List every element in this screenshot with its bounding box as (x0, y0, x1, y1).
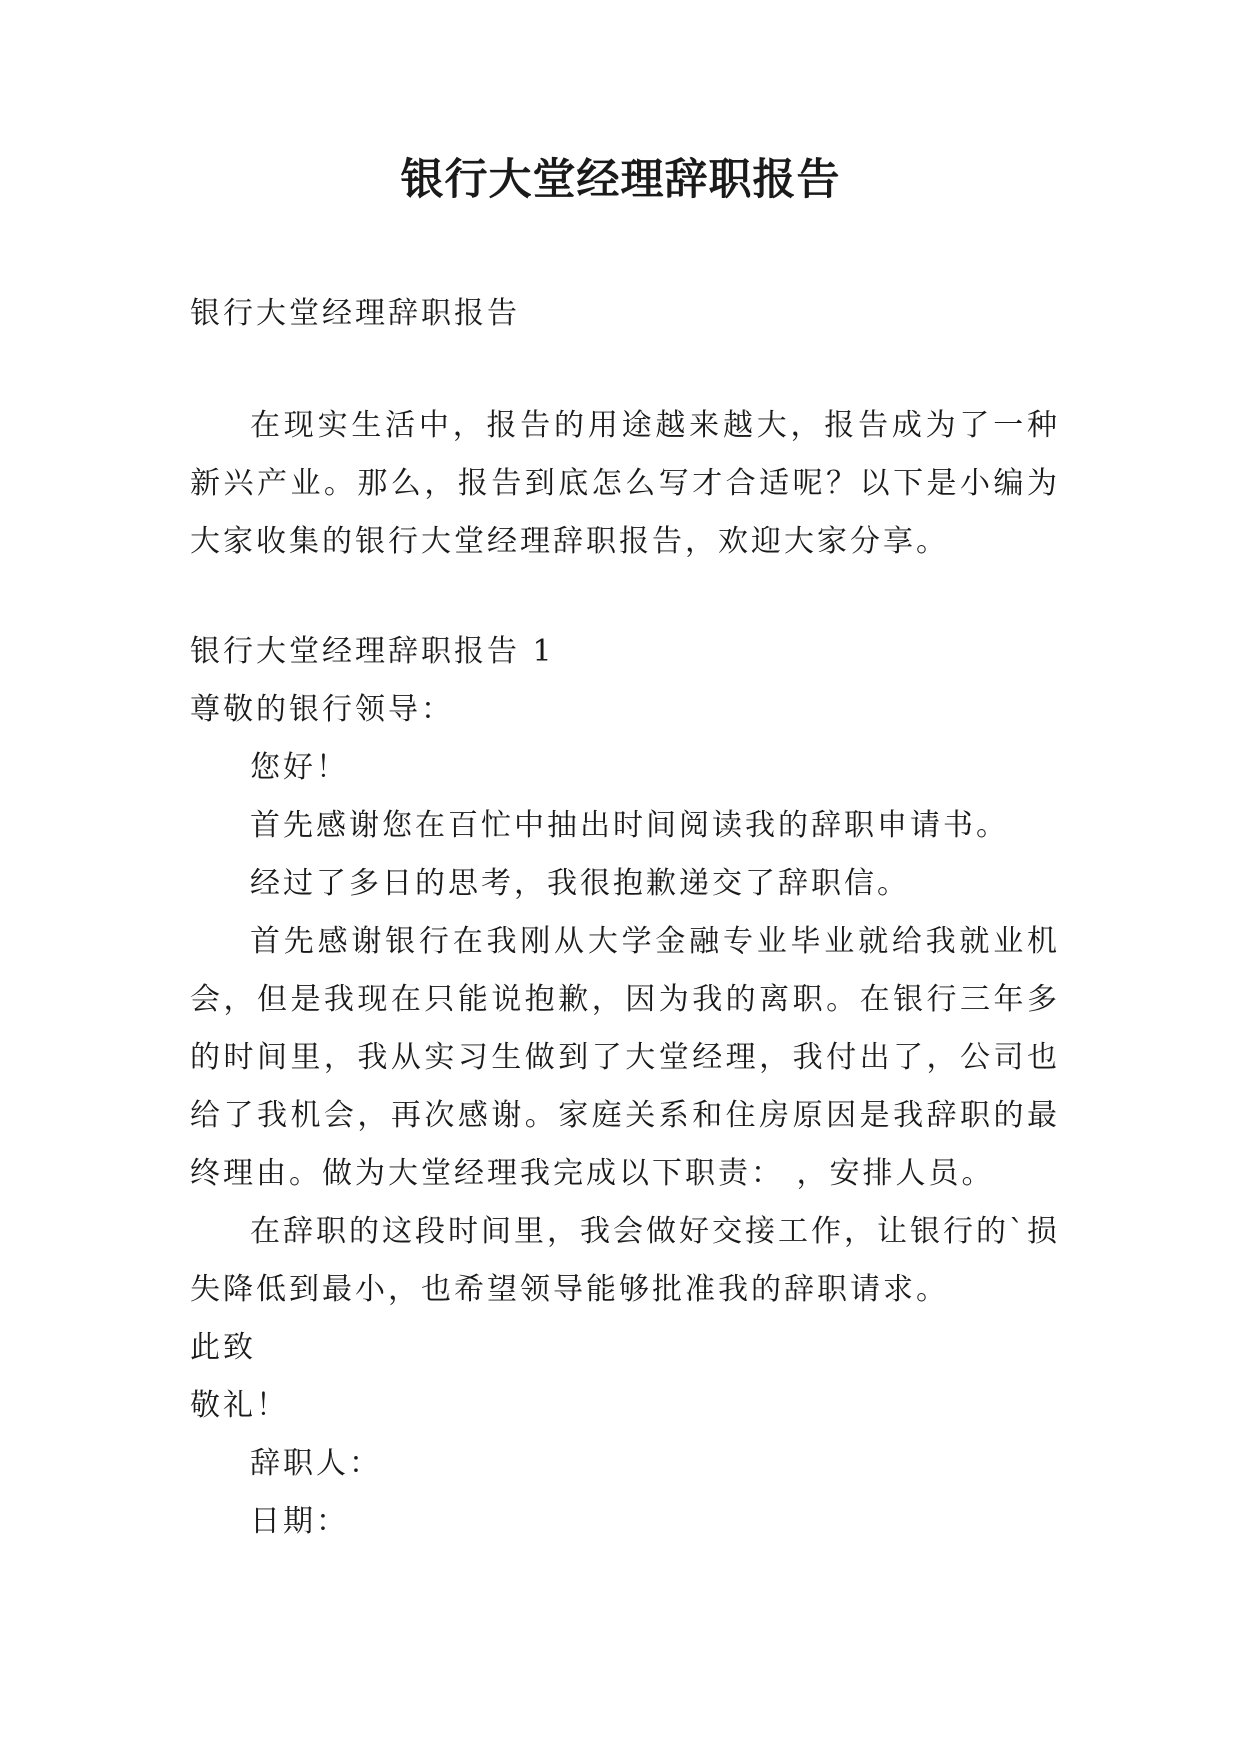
section-title: 银行大堂经理辞职报告 1 (190, 634, 555, 669)
spacer (190, 343, 1060, 397)
salutation: 尊敬的银行领导： (190, 692, 454, 727)
signature-label: 辞职人： (250, 1446, 382, 1481)
document-title: 银行大堂经理辞职报告 (400, 155, 841, 205)
date-label: 日期： (250, 1504, 349, 1539)
handover-paragraph: 在辞职的这段时间里，我会做好交接工作，让银行的`损失降低到最小，也希望领导能够批准我的辞职请求。 (190, 1214, 1060, 1307)
document-subtitle: 银行大堂经理辞职报告 (190, 296, 520, 331)
greeting: 您好！ (250, 750, 349, 785)
closing-line: 此致 (190, 1330, 256, 1365)
closing-salute: 敬礼！ (190, 1388, 289, 1423)
document-body (190, 285, 1060, 1551)
decision-line: 经过了多日的思考，我很抱歉递交了辞职信。 (250, 866, 910, 901)
main-paragraph: 首先感谢银行在我刚从大学金融专业毕业就给我就业机会，但是我现在只能说抱歉，因为我的离职。在银行三年多的时间里，我从实习生做到了大堂经理，我付出了，公司也给了我机会，再次感谢。家庭关系和住房原因是我辞职的最终理由。做为大堂经理我完成以下职责： ，安排人员。 (190, 924, 1060, 1191)
spacer (190, 571, 1060, 623)
thanks-line: 首先感谢您在百忙中抽出时间阅读我的辞职申请书。 (250, 808, 1009, 843)
intro-paragraph: 在现实生活中，报告的用途越来越大，报告成为了一种新兴产业。那么，报告到底怎么写才合适呢？以下是小编为大家收集的银行大堂经理辞职报告，欢迎大家分享。 (190, 408, 1060, 559)
